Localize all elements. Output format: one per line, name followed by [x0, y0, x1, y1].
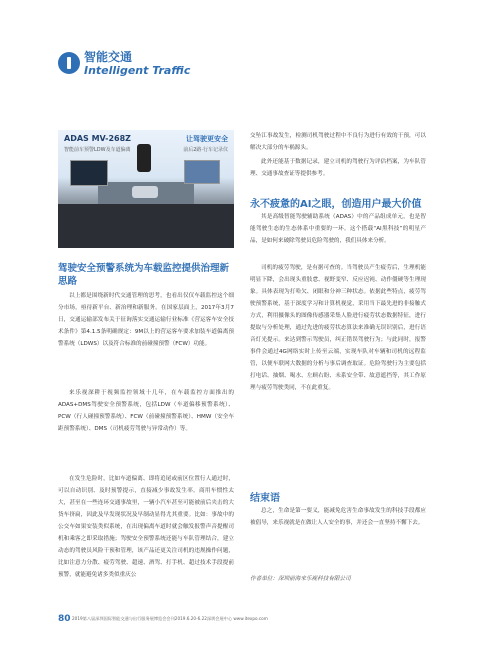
adas-device: [137, 144, 151, 172]
section-title-cn: 智能交通: [84, 50, 133, 64]
paragraph: 来乐视深耕于视频监控领域十几年，在车载监控方面推出的ADAS+DMS驾驶安全预警系统，包括LDW（车道偏移预警系统）、PCW（行人碰撞预警系统）、FCW（前碰撞预警系统）、HMW（安全车距预警系统）、DMS（司机疲劳驾驶与异常动作）等。: [58, 390, 234, 432]
paragraph: 交坠江事故发生，检测司机驾驶过程中不良行为进行有效的干预，可以解决大部分的车祸源头。: [250, 133, 426, 151]
paragraph: 总之，生命是第一要义，能减免危害生命事故发生的科技手段都应被倡导，来乐视就是在做让人人安全的事，并还会一直坚持不懈下去。: [250, 508, 426, 526]
section-heading: 永不疲惫的AI之眼，创造用户最大价值: [250, 199, 422, 210]
road-monitor-screen: [184, 160, 220, 184]
dashboard-graphic: [58, 204, 234, 248]
paragraph: 此外还能基于数据记录，建立司机的驾驶行为评估档案，为车队管理、交通事故查证等提供参考。: [250, 159, 426, 177]
product-badge-right: 前后2路·行车记录仪: [183, 147, 228, 153]
paragraph: 以上都是围绕新时代交通管理的思考，也看出仅仅车载监控这个细分市场，亟待新平台、新治理和新服务。在国家层面上，2017年3月7日，交通运输部发布关于征询落实交通运输行业标准《营运客车安全技术条件》第4.1.5条明确规定：9M以上的营运客车要求加装车道偏离预警系统（LDWS）以及符合标准的前碰撞预警（FCW）功能。: [58, 293, 234, 347]
author-affiliation: 作者单位：深圳前海来乐视科技有限公司: [250, 576, 351, 582]
paragraph: 其是高级智能驾驶辅助系统（ADAS）中的产品组成单元，也是智能驾驶生态的生态体系中重要的一环。这个搭载“AI黑科技”的明星产品，是如何来破除驾驶员危险驾驶的，我们具体来分析。: [250, 214, 426, 244]
product-slogan: 让驾驶更安全: [186, 135, 228, 143]
car-graphic: [132, 186, 158, 198]
driver-monitor-screen: [70, 160, 108, 186]
section-heading: 结束语: [250, 493, 280, 504]
paragraph: 司机的疲劳驾驶，是有据可查的。当驾驶员产生疲劳后，生理机能明显下降，会出现头重肢怠、视野变窄、反应迟钝、动作僵硬等生理现象。具体表现为打哈欠、闭眼和分神三种状态。依据此些特点，疲劳驾驶预警系统，基于深度学习和计算机视觉，采用当下最先进的非接触式方式，利用摄像头的图像传感器采集人脸进行疲劳状态数据特征，进行提取与分析处理，通过先进的疲劳状态算法来准确无误识别后，进行语音灯光提示。来达到警示驾驶员，纠正错误驾驶行为；与此同时，报警事件会通过4G网络实时上传至云端，实现车队对车辆和司机的远程监管，以便车联网大数据的分析与事后调查取证。危险驾驶行为主要包括打电话、抽烟、喝水、左顾右盼、未系安全带、故意遮挡等，其工作原理与疲劳驾驶类同，不在此重复。: [250, 265, 426, 391]
section-title-en: Intelligent Traffic: [84, 64, 191, 77]
section-heading: 驾驶安全预警系统为车载监控提供治理新思路: [58, 263, 230, 287]
section-logo-icon: [58, 52, 80, 74]
product-badge-left: 智能前车预警LDW及车道偏离: [64, 147, 131, 153]
paragraph: 在发生危险时，比如车道偏离、即将追尾或前区位置行人通过时，可以自动识别、及时预警提示，直接减少事故发生率。商用车惯性太大，甚至在一些连环交通事故里，一辆小汽车甚至可能被前后夹击的大货车挤扁，因此及早发现状况及早制动显得尤其重要。比如：事故中的公交车如果安装类似系统，在出现偏离车道时就会触发报警声音提醒司机和乘客之即采取措施；驾驶安全预警系统还能与车队管理结合，建立动态的驾驶员风险干预和管理，该产品还更关注司机的违规操作问题，比如注意力分散、疲劳驾驶、超速、酒驾、打手机、超过技术手段提前预警，就能避免诸多类似重庆公: [58, 476, 234, 578]
footer-text: 2019第八届深圳国际智能交通与出行服务展博览会会刊2019.6.20-6.22深圳会展中心 www.itexpo.com: [72, 616, 268, 621]
product-image: [58, 130, 234, 248]
product-model: ADAS MV-268Z: [64, 134, 131, 143]
page-number: 80: [58, 614, 71, 624]
